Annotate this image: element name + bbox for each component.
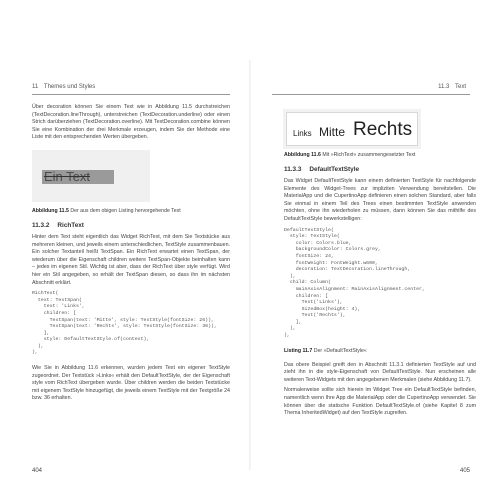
section-number: 11.3.3: [284, 166, 302, 173]
right-content: [284, 104, 476, 421]
section-heading-defaulttextstyle: [284, 166, 476, 173]
caption-label: Listing 11.7: [284, 347, 313, 354]
paragraph-richtext: Hinter dem Text steht eigentlich das Widget RichText, mit dem Sie Textstücke aus mehreren kleinen, und jeweils einem unterschiedlichen, TextStyle zusammenbauen. Ein solcher Textanteil heißt TextSpan. Ein RichText erwartet einen TextSpan, der wiederum über die Eigenschaft children weitere TextSpan-Objekte beinhalten kann – jedes im eigenen Stil. Wichtig ist aber, dass der RichText über style verfügt. Wird hier ein Stil angegeben, so erhält der TextSpan diesen, so dass ihn im nächsten Abschnitt erklärt.: [32, 233, 230, 286]
paragraph-defaulttextstyle: Das Widget DefaultTextStyle kann einem definierten TextStyle für nachfolgende Elemente des Widget-Trees zur impliziten Verwendung bereitstellen. Die MaterialApp und die CupertinoApp definieren einen solchen Standard, aber falls Sie einmal in einem Teil des Trees einen bestimmten TextStyle anwenden möchten, ohne ihn wiederholen zu müssen, dann können Sie das mithilfe des DefaultTextStyle bewerkstelligen:: [284, 178, 476, 222]
section-number: 11.3.2: [32, 221, 50, 229]
code-listing-defaulttextstyle: DefaultTextStyle( style: TextStyle( color: Colors.blue, backgroundColor: Colors.grey, fontSize: 24, fontWeight: FontWeight.w600, decoration: TextDecoration.lineThrough, ), child: Column( mainAxisAlignment: MainAxisAlignment.center, children: [ Text('Links'), SizedBox(height: 4), Text('Rechts'), ], ), ),: [284, 227, 425, 339]
caption-text: Der »DefaultTextStyle«: [312, 347, 367, 354]
paragraph-example-explained: Das obere Beispiel greift den in Abschnitt 11.3.1 definierten TextStyle auf und zieht ihn in die style-Eigenschaft von DefaultTextStyle. Nun erscheinen alle weiteren Text-Widgets mit den angegebenen Merkmalen (siehe Abbildung 11.7).: [284, 361, 476, 383]
caption-text: Der aus dem obigen Listing hervorgehende Text: [68, 207, 181, 214]
paragraph-inheritedwidget: Normalerweise sollte sich hierein im Widget Tree ein DefaultTextStyle befinden, namentlich wenn Ihre App die MaterialApp oder die CupertinoApp verwendet. Sie können über die statische Funktion DefaultTextStyle.of (siehe Kapitel 8 zum Thema InheritedWidget) auf den TextStyle zugreifen.: [284, 387, 476, 417]
code-listing-richtext: RichText( text: TextSpan( text: 'Links', children: [ TextSpan(text: 'Mitte', style: TextStyle(fontSize: 26)), TextSpan(text: 'Rechts', style: TextStyle(fontSize: 36)), ], style: DefaultTextStyle.of(context), ), ),: [32, 291, 217, 356]
figure-caption-11-5: [32, 208, 230, 214]
right-running-header: [272, 84, 470, 95]
caption-text: Mit »RichText« zusammengesetzter Text: [320, 152, 416, 158]
page-number-left: 404: [32, 468, 43, 474]
section-title: DefaultTextStyle: [309, 166, 360, 173]
paragraph-richtext-explained: Wie Sie in Abbildung 11.6 erkennen, wurden jedem Text ein eigener TextStyle zugeordnet. Der Textstück »Links« erhält den DefaultTextStyle, der der Eigenschaft style vom RichText übergeben wurde. Über children werden die beiden Textstücke mit eigenem TextStyle hinzugefügt, die jeweils einem TextStyle mit der Textgröße 24 bzw. 36 erhalten.: [32, 365, 230, 402]
caption-label: Abbildung 11.5: [32, 207, 69, 214]
section-title: RichText: [57, 221, 84, 229]
section-heading-richtext: [32, 222, 230, 229]
listing-caption-11-7: [284, 348, 476, 354]
figure-strikethrough-text: Ein Text: [42, 170, 114, 184]
figure-text-rechts: Rechts: [353, 119, 413, 140]
page-number-right: 405: [459, 468, 470, 474]
figure-links-mitte-rechts: [286, 112, 418, 146]
figure-ein-text: [32, 150, 150, 202]
section-number-header: 11.3: [438, 84, 450, 90]
right-page: [250, 0, 500, 500]
figure-text-links: Links: [293, 129, 312, 138]
left-running-header: [32, 84, 230, 95]
chapter-title: Themes und Styles: [43, 84, 96, 90]
section-title-header: Text: [454, 84, 466, 90]
caption-label: Abbildung 11.6: [284, 152, 321, 158]
figure-text-mitte: Mitte: [319, 125, 346, 139]
paragraph-decoration: Über decoration können Sie einem Text wie in Abbildung 11.5 durchstreichen (TextDecoration.lineThrough), unterstreichen (TextDecoration.underline) oder einen Strich darüberziehen (TextDecoration.overline). Mit TextDecoration.combine können Sie eine Kombination der drei Merkmale erzeugen, indem Sie der Methode eine Liste mit den entsprechenden Werten übergeben.: [32, 104, 230, 141]
figure-caption-11-6: [284, 152, 476, 158]
chapter-number: 11: [32, 84, 39, 90]
left-content: [32, 104, 230, 406]
